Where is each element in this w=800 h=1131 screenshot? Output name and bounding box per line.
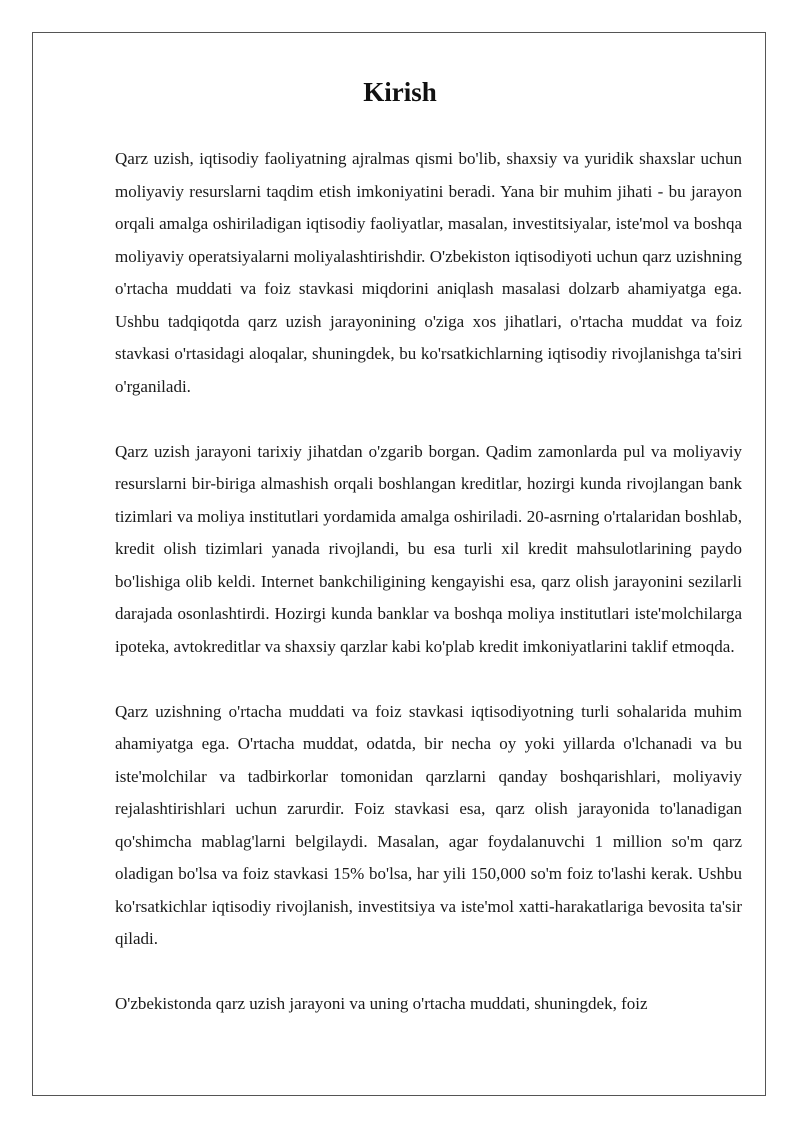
paragraph-1: Qarz uzish, iqtisodiy faoliyatning ajralmas qismi bo'lib, shaxsiy va yuridik shaxslar uchun moliyaviy resurslarni taqdim etish imkoniyatini beradi. Yana bir muhim jihati - bu jarayon orqali amalga oshiriladigan iqtisodiy faoliyatlar, masalan, investitsiyalar, iste'mol va boshqa moliyaviy operatsiyalarni moliyalashtirishdir. O'zbekiston iqtisodiyoti uchun qarz uzishning o'rtacha muddati va foiz stavkasi miqdorini aniqlash masalasi dolzarb ahamiyatga ega. Ushbu tadqiqotda qarz uzish jarayonining o'ziga xos jihatlari, o'rtacha muddat va foiz stavkasi o'rtasidagi aloqalar, shuningdek, bu ko'rsatkichlarning iqtisodiy rivojlanishga ta'siri o'rganiladi. <box>115 149 742 396</box>
paragraph-3: Qarz uzishning o'rtacha muddati va foiz stavkasi iqtisodiyotning turli sohalarida muhim ahamiyatga ega. O'rtacha muddat, odatda, bir necha oy yoki yillarda o'lchanadi va bu iste'molchilar va tadbirkorlar tomonidan qarzlarni qanday boshqarishlari, moliyaviy rejalashtirishlari uchun zarurdir. Foiz stavkasi esa, qarz olish jarayonida to'lanadigan qo'shimcha mablag'larni belgilaydi. Masalan, agar foydalanuvchi 1 million so'm qarz oladigan bo'lsa va foiz stavkasi 15% bo'lsa, har yili 150,000 so'm foiz to'lashi kerak. Ushbu ko'rsatkichlar iqtisodiy rivojlanish, investitsiya va iste'mol xatti-harakatlariga bevosita ta'sir qiladi. <box>115 701 742 948</box>
paragraph-4: O'zbekistonda qarz uzish jarayoni va uning o'rtacha muddati, shuningdek, foiz <box>115 994 648 1013</box>
paragraph-2: Qarz uzish jarayoni tarixiy jihatdan o'zgarib borgan. Qadim zamonlarda pul va moliyaviy resurslarni bir-biriga almashish orqali boshlangan kreditlar, hozirgi kunda rivojlangan bank tizimlari va moliya institutlari yordamida amalga oshiriladi. 20-asrning o'rtalaridan boshlab, kredit olish tizimlari yanada rivojlandi, bu esa turli xil kredit mahsulotlarining paydo bo'lishiga olib keldi. Internet bankchiligining kengayishi esa, qarz olish jarayonini sezilarli darajada osonlashtirdi. Hozirgi kunda banklar va boshqa moliya institutlari iste'molchilarga ipoteka, avtokreditlar va shaxsiy qarzlar kabi ko'plab kredit imkoniyatlarini taklif etmoqda. <box>115 441 742 656</box>
document-body <box>115 143 742 1021</box>
page-title: Kirish <box>363 77 437 107</box>
